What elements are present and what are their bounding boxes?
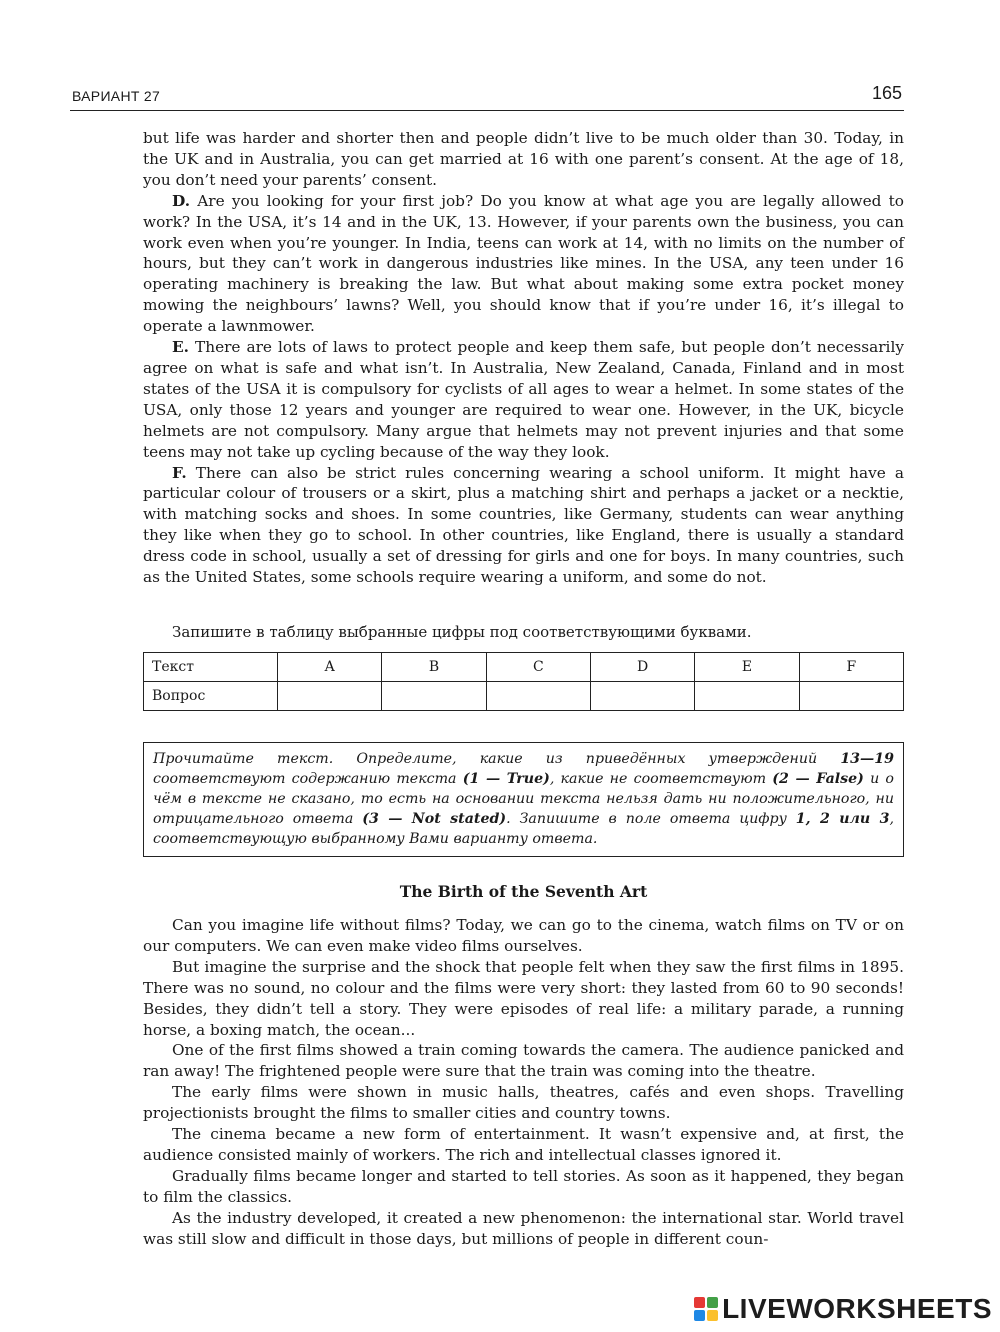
article-paragraph: The cinema became a new form of entertainment. It wasn’t expensive and, at first, the audience consisted mainly of workers. The rich and intellectual classes ignored it.: [143, 1125, 904, 1164]
section-letter: D.: [172, 191, 191, 210]
section-d: [143, 191, 904, 337]
article-title: The Birth of the Seventh Art: [399, 882, 648, 901]
task-text: , какие не соответствуют: [549, 771, 773, 787]
answer-digits: 1, 2 или 3: [795, 811, 890, 827]
answer-cell-f[interactable]: [799, 682, 903, 711]
page-number: 165: [871, 83, 902, 103]
section-text: There are lots of laws to protect people and keep them safe, but people don’t necessarily agree on what is safe and what isn’t. In Australia, New Zealand, Canada, Finland and in most states of the USA it is compulsory for cyclists of all ages to wear a helmet. In some states of the USA, only those 12 years and younger are required to wear one. However, in the UK, bicycle helmets are not compulsory. Many argue that helmets may not prevent injuries and that some teens may not take up cycling because of the way they look.: [143, 338, 904, 461]
column-letter-e: E: [695, 653, 799, 682]
section-text: Are you looking for your first job? Do you know at what age you are legally allowed to work? In the USA, it’s 14 and in the UK, 13. However, if your parents own the business, you can work even when you’re younger. In India, teens can work at 14, with no limits on the number of hours, but they can’t work in dangerous industries like mines. In the USA, any teen under 16 operating machinery is breaking the law. But what about making some extra pocket money mowing the neighbours’ lawns? Well, you should know that if you’re under 16, it’s illegal to operate a lawnmower.: [143, 191, 904, 336]
task-text: , соответствующую выбранному Вами варианту ответа.: [153, 811, 895, 847]
row-label-question: Вопрос: [144, 682, 278, 711]
task-text: и о чём в тексте не сказано, то есть на основании текста нельзя дать ни положительного, ни отрицательного ответа: [153, 771, 894, 827]
logo-block: [694, 1310, 705, 1321]
continuation-paragraph: but life was harder and shorter then and people didn’t live to be much older than 30. Today, in the UK and in Australia, you can get married at 16 with one parent’s consent. At the age of 18, you don’t need your parents’ consent.: [143, 129, 904, 189]
article-paragraph: The early films were shown in music halls, theatres, cafés and even shops. Travelling projectionists brought the films to smaller cities and country towns.: [143, 1083, 904, 1123]
logo-block: [707, 1297, 718, 1308]
task-range: 13—19: [840, 751, 894, 767]
answer-cell-e[interactable]: [695, 682, 799, 711]
answer-cell-a[interactable]: [278, 682, 382, 711]
article-paragraph: One of the first films showed a train coming towards the camera. The audience panicked and ran away! The frightened people were sure that the train was coming into the theatre.: [143, 1041, 904, 1081]
section-letter: F.: [172, 463, 187, 482]
logo-block: [694, 1297, 705, 1308]
section-f: [143, 463, 904, 588]
answer-cell-d[interactable]: [590, 682, 694, 711]
reading-text: [143, 128, 904, 588]
article-paragraph: Gradually films became longer and started to tell stories. As soon as it happened, they began to film the classics.: [143, 1166, 904, 1206]
answer-table: [143, 652, 904, 711]
section-letter: E.: [172, 338, 189, 357]
section-e: [143, 337, 904, 462]
logo-block: [707, 1310, 718, 1321]
false-label: (2 — False): [772, 771, 864, 787]
table-row: [144, 682, 904, 711]
column-letter-d: D: [590, 653, 694, 682]
task-text: . Запишите в поле ответа цифру: [506, 811, 796, 827]
liveworksheets-watermark[interactable]: [694, 1292, 992, 1326]
watermark-text: LIVEWORKSHEETS: [722, 1293, 992, 1324]
column-letter-c: C: [486, 653, 590, 682]
true-label: (1 — True): [462, 771, 550, 787]
row-label-text: Текст: [144, 653, 278, 682]
page-header: [70, 80, 904, 111]
task-text: Прочитайте текст. Определите, какие из приведённых утверждений: [153, 751, 841, 767]
section-text: There can also be strict rules concerning wearing a school uniform. It might have a particular colour of trousers or a skirt, plus a matching shirt and perhaps a jacket or a necktie, with matching socks and shoes. In some countries, like Germany, students can wear anything they like when they go to school. In other countries, like England, there is usually a standard dress code in school, usually a set of dressing for girls and one for boys. In many countries, such as the United States, some schools require wearing a uniform, and some do not.: [143, 463, 904, 587]
variant-label: ВАРИАНТ 27: [72, 88, 161, 104]
column-letter-f: F: [799, 653, 903, 682]
article-body: [143, 915, 904, 1250]
answer-cell-b[interactable]: [382, 682, 486, 711]
article-paragraph: But imagine the surprise and the shock that people felt when they saw the first films in 1895. There was no sound, no colour and the films were very short: they lasted from 60 to 90 seconds! Besides, they didn’t tell a story. They were episodes of real life: a military parade, a running horse, a boxing match, the ocean...: [143, 957, 904, 1039]
answer-cell-c[interactable]: [486, 682, 590, 711]
column-letter-b: B: [382, 653, 486, 682]
column-letter-a: A: [278, 653, 382, 682]
not-stated-label: (3 — Not stated): [362, 811, 507, 827]
task-text: соответствуют содержанию текста: [153, 771, 463, 787]
article-paragraph: Can you imagine life without films? Today, we can go to the cinema, watch films on TV or on our computers. We can even make video films ourselves.: [143, 916, 904, 955]
task-instructions-box: [143, 742, 904, 857]
article-paragraph: As the industry developed, it created a new phenomenon: the international star. World travel was still slow and difficult in those days, but millions of people in different coun-: [143, 1208, 904, 1248]
liveworksheets-logo-icon: [694, 1297, 718, 1321]
table-instruction: Запишите в таблицу выбранные цифры под соответствующими буквами.: [172, 623, 752, 641]
table-row: [144, 653, 904, 682]
